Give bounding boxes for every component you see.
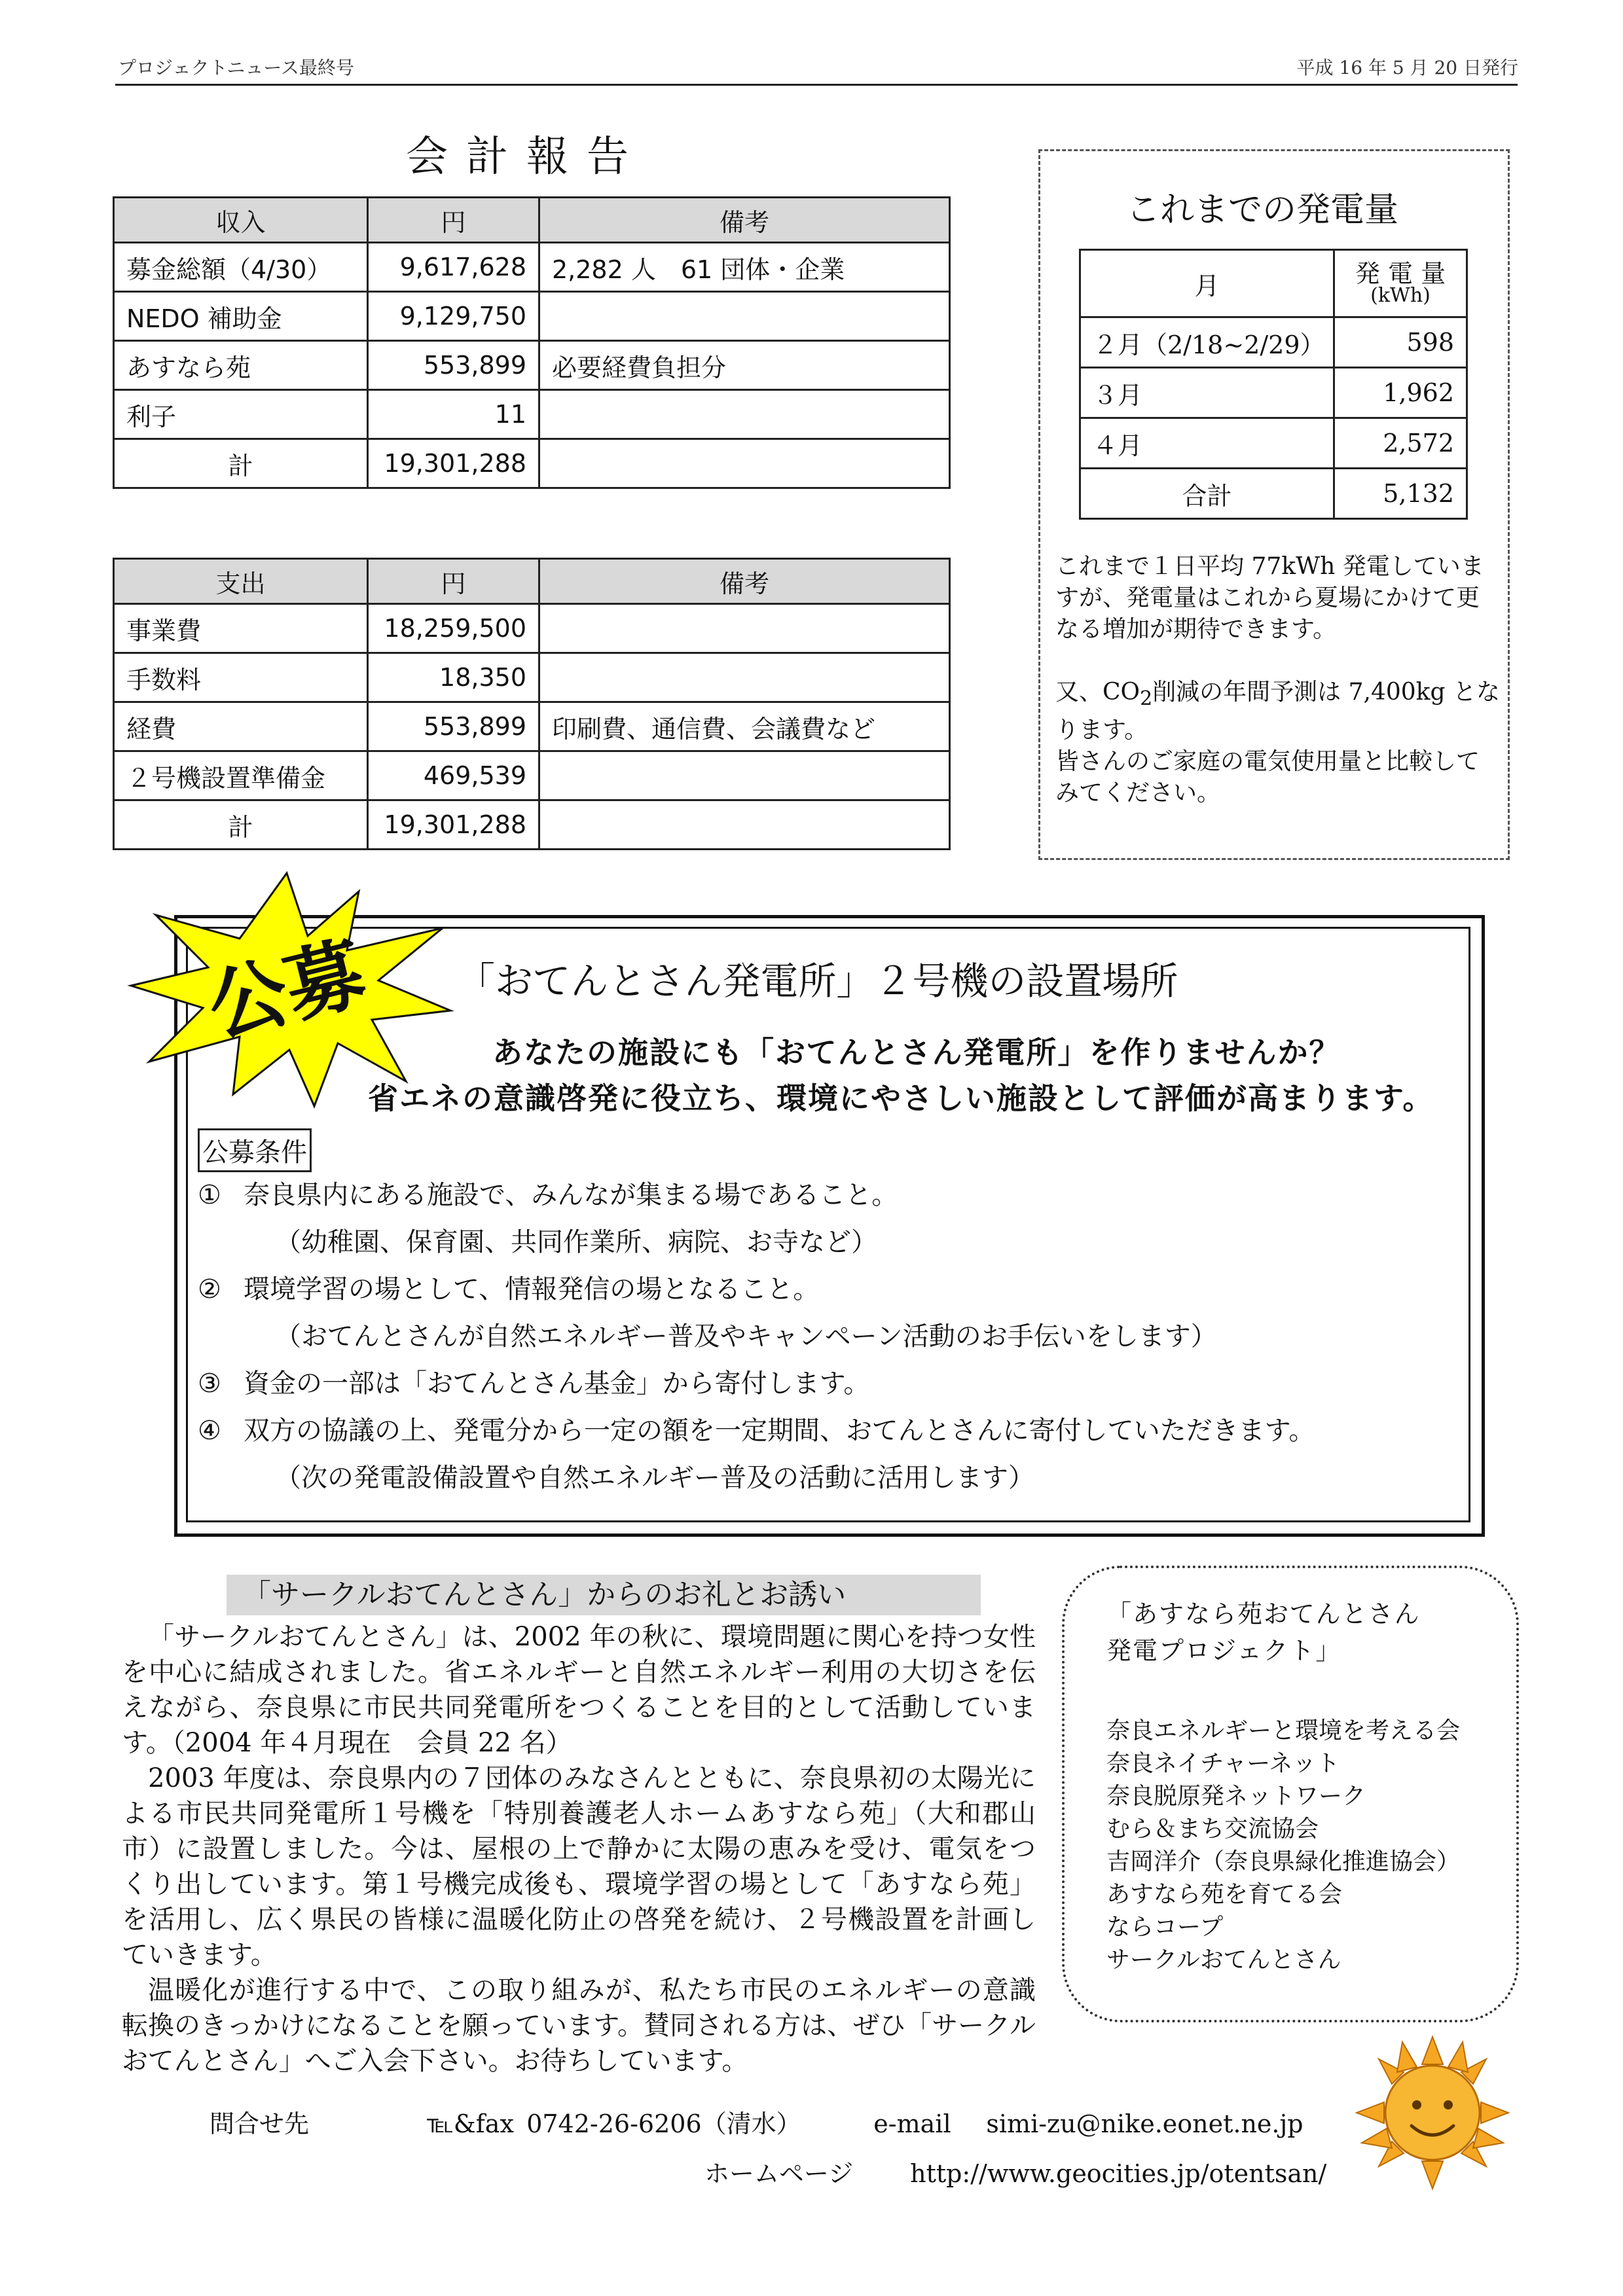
conditions-label: 公募条件 bbox=[198, 1128, 312, 1172]
expense-table bbox=[113, 558, 951, 850]
total-label: 計 bbox=[114, 439, 368, 488]
homepage-link[interactable]: http://www.geocities.jp/otentsan/ bbox=[910, 2159, 1327, 2188]
condition-number: ② bbox=[198, 1274, 221, 1304]
condition-note: （おてんとさんが自然エネルギー普及やキャンペーン活動のお手伝いをします） bbox=[275, 1321, 1217, 1352]
generation-note-average: これまで１日平均 77kWh 発電していますが、発電量はこれから夏場にかけて更なる増加が期待できます。 bbox=[1055, 553, 1484, 643]
generation-month: ３月 bbox=[1080, 368, 1334, 418]
sun-icon bbox=[1354, 2034, 1511, 2191]
table-row bbox=[1080, 317, 1467, 368]
income-table-header bbox=[114, 198, 950, 243]
income-yen: 9,129,750 bbox=[368, 292, 539, 341]
recruitment-subheading-2: 省エネの意識啓発に役立ち、環境にやさしい施設として評価が高まります。 bbox=[368, 1081, 1434, 1116]
recruitment-heading: 「おてんとさん発電所」２号機の設置場所 bbox=[457, 959, 1178, 1003]
email-label: e-mail bbox=[873, 2109, 951, 2138]
expense-total: 19,301,288 bbox=[368, 800, 539, 850]
month-header: 月 bbox=[1080, 250, 1334, 317]
income-table bbox=[113, 196, 951, 489]
empty-cell bbox=[539, 800, 950, 850]
expense-item: ２号機設置準備金 bbox=[114, 751, 368, 800]
project-title-line-1: 「あすなら苑おてんとさん bbox=[1106, 1600, 1421, 1628]
project-title bbox=[1106, 1596, 1421, 1669]
condition-number: ④ bbox=[198, 1416, 221, 1446]
list-item: むら＆まち交流協会 bbox=[1106, 1816, 1319, 1842]
table-row bbox=[114, 243, 950, 292]
circle-paragraph-3: 温暖化が進行する中で、この取り組みが、私たち市民のエネルギーの意識転換のきっかけになることを願っています。賛同される方は、ぜひ「サークルおてんとさん」へご入会下さい。お待ちしています。 bbox=[122, 1975, 1036, 2076]
accounting-report-title: 会計報告 bbox=[406, 133, 647, 181]
income-total-row bbox=[114, 439, 950, 488]
expense-item: 事業費 bbox=[114, 604, 368, 653]
expense-total-row bbox=[114, 800, 950, 850]
list-item: 奈良エネルギーと環境を考える会 bbox=[1106, 1717, 1461, 1744]
circle-paragraph-2: 2003 年度は、奈良県内の７団体のみなさんとともに、奈良県初の太陽光による市民共同発電所１号機を「特別養護老人ホームあすなら苑」（大和郡山市）に設置しました。今は、屋根の上で静かに太陽の恵みを受け、電気をつくり出しています。第１号機完成後も、環境学習の場として「あすなら苑」を活用し、広く県民の皆様に温暖化防止の啓発を続け、２号機設置を計画していきます。 bbox=[122, 1763, 1036, 1970]
homepage-line bbox=[704, 2153, 1326, 2189]
circle-article-heading: 「サークルおてんとさん」からのお礼とお誘い bbox=[227, 1575, 981, 1615]
generation-kwh: 2,572 bbox=[1334, 418, 1467, 469]
expense-note bbox=[539, 604, 950, 653]
expense-note bbox=[539, 751, 950, 800]
newsletter-issue-label: プロジェクトニュース最終号 bbox=[118, 57, 354, 79]
sun-eye-right bbox=[1444, 2100, 1453, 2109]
condition-item bbox=[198, 1266, 1455, 1313]
list-item: 奈良脱原発ネットワーク bbox=[1106, 1783, 1366, 1810]
list-item: あすなら苑を育てる会 bbox=[1106, 1881, 1343, 1908]
project-title-line-2: 発電プロジェクト」 bbox=[1106, 1636, 1342, 1665]
table-row bbox=[1080, 418, 1467, 469]
list-item: 吉岡洋介（奈良県緑化推進協会） bbox=[1106, 1848, 1461, 1875]
generation-total-label: 合計 bbox=[1080, 469, 1334, 519]
table-row bbox=[114, 604, 950, 653]
table-row bbox=[114, 653, 950, 702]
co2-text-a: 又、CO bbox=[1055, 679, 1140, 706]
income-item: 利子 bbox=[114, 390, 368, 439]
circle-article-body bbox=[122, 1619, 1036, 2079]
column-header: 備考 bbox=[539, 198, 950, 243]
project-member-list bbox=[1106, 1715, 1460, 1977]
condition-number: ① bbox=[198, 1180, 221, 1210]
header-rule bbox=[115, 84, 1518, 86]
co2-subscript: 2 bbox=[1140, 687, 1153, 711]
tel-number: 0742-26-6206（清水） bbox=[526, 2109, 801, 2138]
generation-table bbox=[1079, 249, 1468, 520]
table-row bbox=[114, 702, 950, 751]
generation-total: 5,132 bbox=[1334, 469, 1467, 519]
circle-paragraph-1: 「サークルおてんとさん」は、2002 年の秋に、環境問題に関心を持つ女性を中心に結成されました。省エネルギーと自然エネルギー利用の大切さを伝えながら、奈良県に市民共同発電所をつくることを目的として活動しています。（2004 年４月現在 会員 22 名） bbox=[122, 1622, 1036, 1758]
generation-month: ４月 bbox=[1080, 418, 1334, 469]
amount-header bbox=[1334, 250, 1467, 317]
generation-kwh: 598 bbox=[1334, 317, 1467, 368]
table-row bbox=[114, 390, 950, 439]
condition-item bbox=[198, 1407, 1455, 1454]
table-row bbox=[1080, 368, 1467, 418]
sun-face bbox=[1385, 2066, 1480, 2160]
list-item: ならコープ bbox=[1106, 1914, 1224, 1941]
contact-label: 問合せ先 bbox=[210, 2109, 310, 2138]
condition-text: 奈良県内にある施設で、みんなが集まる場であること。 bbox=[244, 1180, 898, 1210]
amount-header-label: 発 電 量 bbox=[1355, 259, 1446, 288]
tel-label: ℡&fax bbox=[427, 2109, 514, 2138]
conditions-list bbox=[198, 1172, 1455, 1501]
condition-text: 双方の協議の上、発電分から一定の額を一定期間、おてんとさんに寄付していただきます。 bbox=[244, 1416, 1315, 1446]
condition-text: 環境学習の場として、情報発信の場となること。 bbox=[244, 1274, 820, 1304]
income-note bbox=[539, 292, 950, 341]
column-header: 円 bbox=[368, 559, 539, 604]
table-row bbox=[114, 751, 950, 800]
generation-month: ２月（2/18~2/29） bbox=[1080, 317, 1334, 368]
income-yen: 9,617,628 bbox=[368, 243, 539, 292]
condition-text: 資金の一部は「おてんとさん基金」から寄付します。 bbox=[244, 1369, 870, 1399]
co2-text-b: 削減の年間予測は 7,400kg となります。 bbox=[1055, 679, 1500, 744]
issue-date: 平成 16 年 5 月 20 日発行 bbox=[1296, 57, 1518, 79]
total-label: 計 bbox=[114, 800, 368, 850]
generation-title: これまでの発電量 bbox=[1126, 190, 1399, 230]
empty-cell bbox=[539, 439, 950, 488]
list-item: サークルおてんとさん bbox=[1106, 1946, 1341, 1973]
expense-yen: 18,350 bbox=[368, 653, 539, 702]
recruitment-subheading-1: あなたの施設にも「おてんとさん発電所」を作りませんか？ bbox=[492, 1035, 1341, 1070]
column-header: 支出 bbox=[114, 559, 368, 604]
expense-item: 経費 bbox=[114, 702, 368, 751]
generation-total-row bbox=[1080, 469, 1467, 519]
column-header: 備考 bbox=[539, 559, 950, 604]
expense-yen: 553,899 bbox=[368, 702, 539, 751]
table-row bbox=[114, 292, 950, 341]
generation-table-header bbox=[1080, 250, 1467, 317]
contact-line bbox=[210, 2104, 1304, 2140]
income-item: あすなら苑 bbox=[114, 341, 368, 390]
generation-notes bbox=[1055, 551, 1501, 809]
homepage-label: ホームページ bbox=[704, 2159, 854, 2188]
condition-number: ③ bbox=[198, 1369, 221, 1399]
email-link[interactable]: simi-zu@nike.eonet.ne.jp bbox=[986, 2109, 1304, 2138]
income-total: 19,301,288 bbox=[368, 439, 539, 488]
sun-eye-left bbox=[1412, 2100, 1421, 2109]
condition-note: （次の発電設備設置や自然エネルギー普及の活動に活用します） bbox=[275, 1463, 1034, 1493]
expense-note: 印刷費、通信費、会議費など bbox=[539, 702, 950, 751]
income-yen: 11 bbox=[368, 390, 539, 439]
condition-item bbox=[198, 1360, 1455, 1407]
generation-kwh: 1,962 bbox=[1334, 368, 1467, 418]
income-note: 2,282 人 61 団体・企業 bbox=[539, 243, 950, 292]
column-header: 円 bbox=[368, 198, 539, 243]
generation-note-compare: 皆さんのご家庭の電気使用量と比較してみてください。 bbox=[1055, 748, 1480, 807]
column-header: 収入 bbox=[114, 198, 368, 243]
table-row bbox=[114, 341, 950, 390]
income-note: 必要経費負担分 bbox=[539, 341, 950, 390]
expense-note bbox=[539, 653, 950, 702]
income-yen: 553,899 bbox=[368, 341, 539, 390]
income-item: 募金総額（4/30） bbox=[114, 243, 368, 292]
starburst-label: 公募 bbox=[199, 927, 374, 1054]
expense-item: 手数料 bbox=[114, 653, 368, 702]
condition-note: （幼稚園、保育園、共同作業所、病院、お寺など） bbox=[275, 1227, 877, 1257]
income-item: NEDO 補助金 bbox=[114, 292, 368, 341]
list-item: 奈良ネイチャーネット bbox=[1106, 1750, 1340, 1777]
condition-item bbox=[198, 1172, 1455, 1219]
generation-note-co2 bbox=[1055, 677, 1501, 746]
expense-table-header bbox=[114, 559, 950, 604]
expense-yen: 469,539 bbox=[368, 751, 539, 800]
expense-yen: 18,259,500 bbox=[368, 604, 539, 653]
amount-header-unit: (kWh) bbox=[1370, 284, 1431, 307]
income-note bbox=[539, 390, 950, 439]
